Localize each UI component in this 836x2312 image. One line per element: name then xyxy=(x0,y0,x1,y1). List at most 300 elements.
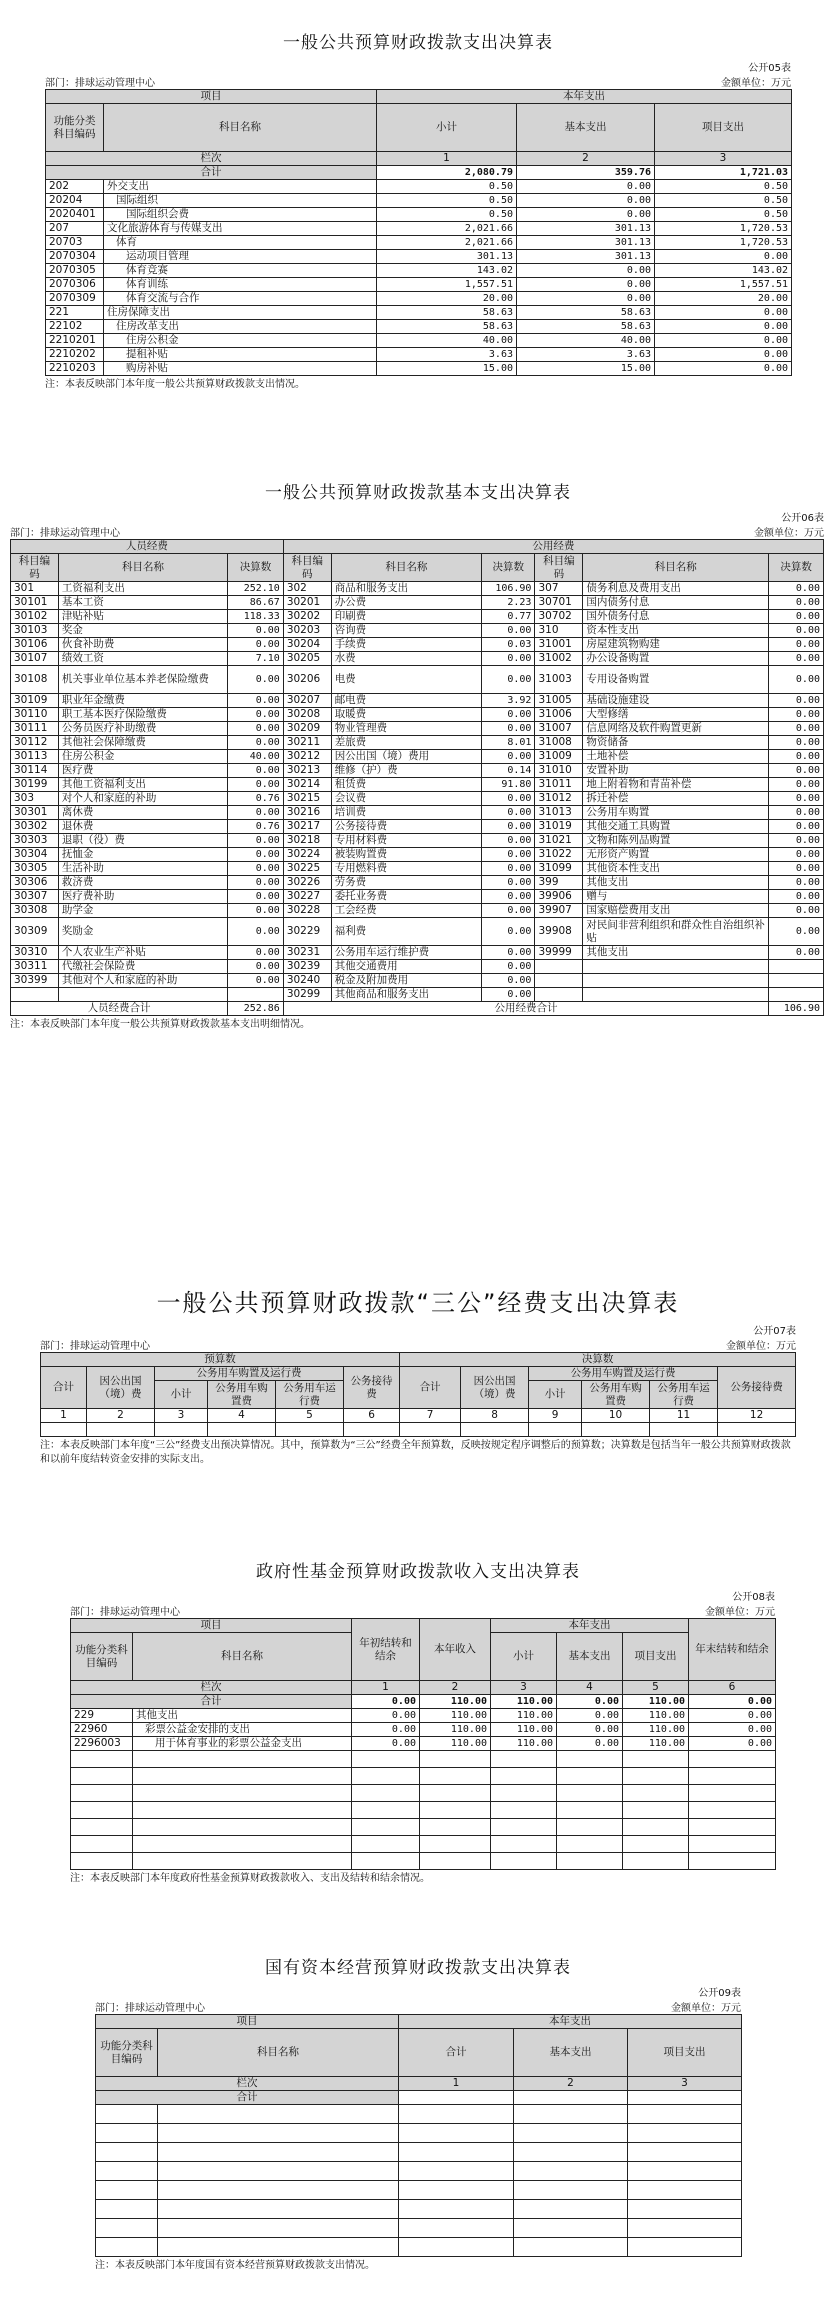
public-name: 因公出国（境）费用 xyxy=(331,750,481,764)
empty-cell xyxy=(96,2200,158,2219)
table05-section xyxy=(0,28,836,392)
public2-amount: 0.00 xyxy=(769,792,824,806)
public-amount: 0.14 xyxy=(482,764,535,778)
empty-cell xyxy=(582,1423,650,1437)
amount-project: 0.00 xyxy=(655,320,792,334)
empty-cell xyxy=(71,1819,133,1836)
empty-cell xyxy=(96,2105,158,2124)
public-name: 维修（护）费 xyxy=(331,764,481,778)
col-number: 8 xyxy=(461,1409,529,1423)
amount: 110.00 xyxy=(491,1723,557,1737)
table-row xyxy=(11,946,824,960)
empty-cell xyxy=(41,1423,87,1437)
public2-code: 31009 xyxy=(535,750,583,764)
empty-row xyxy=(71,1802,776,1819)
t09-h-year: 本年支出 xyxy=(399,2015,742,2029)
empty-cell xyxy=(628,2105,742,2124)
empty-row xyxy=(71,1751,776,1768)
public2-amount: 0.00 xyxy=(769,778,824,792)
empty-cell xyxy=(628,2219,742,2238)
person-code: 30109 xyxy=(11,694,59,708)
public-amount: 0.00 xyxy=(482,708,535,722)
subject-name: 体育训练 xyxy=(104,278,377,292)
person-amount: 252.10 xyxy=(228,582,284,596)
person-code: 30113 xyxy=(11,750,59,764)
empty-row xyxy=(96,2200,742,2219)
amount: 0.00 xyxy=(689,1723,776,1737)
amount-basic: 301.13 xyxy=(517,250,655,264)
t08-h-name: 科目名称 xyxy=(133,1633,352,1681)
table08-code: 公开08表 xyxy=(732,1592,775,1603)
amount-project: 1,720.53 xyxy=(655,222,792,236)
table-row xyxy=(11,750,824,764)
public2-name: 信息网络及软件购置更新 xyxy=(583,722,769,736)
public2-amount: 0.00 xyxy=(769,764,824,778)
t07-h-abroad2: 因公出国（境）费 xyxy=(461,1367,529,1409)
public2-amount: 0.00 xyxy=(769,624,824,638)
person-amount xyxy=(228,988,284,1002)
amount-subtotal: 301.13 xyxy=(377,250,517,264)
person-code: 30311 xyxy=(11,960,59,974)
t07-col-numbers xyxy=(41,1409,796,1423)
col-number: 2 xyxy=(420,1681,491,1695)
public2-name: 办公设备购置 xyxy=(583,652,769,666)
person-name: 奖励金 xyxy=(58,918,227,946)
amount-subtotal: 2,021.66 xyxy=(377,236,517,250)
table05-title: 一般公共预算财政拨款支出决算表 xyxy=(283,33,553,53)
col-number: 1 xyxy=(399,2077,514,2091)
amount-subtotal: 20.00 xyxy=(377,292,517,306)
public-amount: 0.00 xyxy=(482,988,535,1002)
empty-cell xyxy=(514,2181,628,2200)
public2-amount: 0.00 xyxy=(769,694,824,708)
t06-h-name1: 科目名称 xyxy=(58,554,227,582)
public2-name: 安置补助 xyxy=(583,764,769,778)
table06-unit: 金额单位：万元 xyxy=(754,528,824,539)
table06-note: 注：本表反映部门本年度一般公共预算财政拨款基本支出明细情况。 xyxy=(10,1019,310,1030)
public-code: 30216 xyxy=(283,806,331,820)
func-code: 2210201 xyxy=(46,334,104,348)
func-code: 2020401 xyxy=(46,208,104,222)
public-name: 其他商品和服务支出 xyxy=(331,988,481,1002)
public2-amount: 0.00 xyxy=(769,862,824,876)
t06-public-total-label: 公用经费合计 xyxy=(283,1002,768,1016)
empty-cell xyxy=(557,1751,623,1768)
public-amount: 0.00 xyxy=(482,722,535,736)
table06-meta xyxy=(10,509,824,524)
public2-name: 地上附着物和青苗补偿 xyxy=(583,778,769,792)
person-name: 生活补助 xyxy=(58,862,227,876)
empty-cell xyxy=(420,1751,491,1768)
amount-basic: 58.63 xyxy=(517,306,655,320)
t09-total-label: 合计 xyxy=(96,2091,399,2105)
person-name: 机关事业单位基本养老保险缴费 xyxy=(58,666,227,694)
t08-h-proj: 项目支出 xyxy=(623,1633,689,1681)
person-name: 职工基本医疗保险缴费 xyxy=(58,708,227,722)
public-name: 委托业务费 xyxy=(331,890,481,904)
col-number: 11 xyxy=(650,1409,718,1423)
person-amount: 0.00 xyxy=(228,862,284,876)
public2-amount: 0.00 xyxy=(769,820,824,834)
t05-body xyxy=(46,180,792,376)
amount: 110.00 xyxy=(623,1709,689,1723)
public2-amount: 0.00 xyxy=(769,582,824,596)
table-row xyxy=(11,792,824,806)
table-row xyxy=(11,834,824,848)
public2-code: 39906 xyxy=(535,890,583,904)
public-amount: 0.00 xyxy=(482,848,535,862)
t09-h-col: 栏次 xyxy=(96,2077,399,2091)
func-code: 22960 xyxy=(71,1723,133,1737)
amount-subtotal: 0.50 xyxy=(377,208,517,222)
t09-total-cell xyxy=(399,2091,514,2105)
t06-h-name2: 科目名称 xyxy=(331,554,481,582)
table07 xyxy=(40,1352,796,1437)
person-code xyxy=(11,988,59,1002)
total-amount: 0.00 xyxy=(557,1695,623,1709)
public-amount: 0.00 xyxy=(482,904,535,918)
public-code: 30202 xyxy=(283,610,331,624)
empty-cell xyxy=(689,1802,776,1819)
col-number: 6 xyxy=(344,1409,400,1423)
table07-title: 一般公共预算财政拨款“三公”经费支出决算表 xyxy=(156,1289,680,1317)
t06-h-public: 公用经费 xyxy=(283,540,823,554)
empty-cell xyxy=(158,2238,399,2257)
person-amount: 0.00 xyxy=(228,918,284,946)
amount-basic: 0.00 xyxy=(517,194,655,208)
empty-cell xyxy=(71,1768,133,1785)
col-number: 1 xyxy=(41,1409,87,1423)
public2-code: 31021 xyxy=(535,834,583,848)
empty-cell xyxy=(71,1802,133,1819)
empty-cell xyxy=(514,2162,628,2181)
t05-h-name: 科目名称 xyxy=(104,104,377,152)
public-amount: 0.00 xyxy=(482,974,535,988)
table-row xyxy=(46,194,792,208)
func-code: 2210203 xyxy=(46,362,104,376)
empty-cell xyxy=(96,2162,158,2181)
empty-cell xyxy=(96,2181,158,2200)
public-amount: 0.00 xyxy=(482,946,535,960)
public2-code xyxy=(535,988,583,1002)
empty-cell xyxy=(133,1819,352,1836)
amount: 0.00 xyxy=(557,1709,623,1723)
col-number: 4 xyxy=(208,1409,276,1423)
public-code: 30240 xyxy=(283,974,331,988)
empty-row xyxy=(96,2105,742,2124)
public2-code xyxy=(535,960,583,974)
amount-basic: 0.00 xyxy=(517,278,655,292)
person-code: 30102 xyxy=(11,610,59,624)
person-name: 津贴补贴 xyxy=(58,610,227,624)
public-name: 差旅费 xyxy=(331,736,481,750)
person-amount: 0.00 xyxy=(228,694,284,708)
table07-unit: 金额单位：万元 xyxy=(726,1341,796,1352)
public2-amount: 0.00 xyxy=(769,596,824,610)
empty-cell xyxy=(628,2162,742,2181)
public-name: 劳务费 xyxy=(331,876,481,890)
public2-name: 国家赔偿费用支出 xyxy=(583,904,769,918)
person-amount: 0.00 xyxy=(228,638,284,652)
t07-h-run1: 公务用车运行费 xyxy=(276,1381,344,1409)
public-code: 30299 xyxy=(283,988,331,1002)
t06-body xyxy=(11,582,824,1002)
t08-total-label: 合计 xyxy=(71,1695,352,1709)
empty-cell xyxy=(158,2219,399,2238)
table-row xyxy=(11,876,824,890)
subject-name: 住房公积金 xyxy=(104,334,377,348)
t06-h-amt2: 决算数 xyxy=(482,554,535,582)
t05-c1: 1 xyxy=(377,152,517,166)
col-number: 5 xyxy=(276,1409,344,1423)
amount-subtotal: 143.02 xyxy=(377,264,517,278)
empty-cell xyxy=(623,1751,689,1768)
empty-cell xyxy=(133,1802,352,1819)
public-amount: 0.00 xyxy=(482,862,535,876)
col-number: 10 xyxy=(582,1409,650,1423)
public2-code: 31008 xyxy=(535,736,583,750)
func-code: 202 xyxy=(46,180,104,194)
table06-code: 公开06表 xyxy=(781,513,824,524)
public-amount: 2.23 xyxy=(482,596,535,610)
t07-h-car1: 公务用车购置及运行费 xyxy=(155,1367,344,1381)
func-code: 221 xyxy=(46,306,104,320)
table07-meta2 xyxy=(40,1337,796,1352)
person-code: 30108 xyxy=(11,666,59,694)
t07-h-total1: 合计 xyxy=(41,1367,87,1409)
table-row xyxy=(46,180,792,194)
public2-amount: 0.00 xyxy=(769,876,824,890)
public-amount: 0.00 xyxy=(482,806,535,820)
person-code: 30305 xyxy=(11,862,59,876)
table-row xyxy=(11,820,824,834)
empty-cell xyxy=(689,1751,776,1768)
amount-project: 0.00 xyxy=(655,250,792,264)
empty-cell xyxy=(71,1836,133,1853)
t09-h-name: 科目名称 xyxy=(158,2029,399,2077)
empty-cell xyxy=(96,2124,158,2143)
t07-h-recv1: 公务接待费 xyxy=(344,1367,400,1409)
table05 xyxy=(45,89,792,376)
table-row xyxy=(46,362,792,376)
table-row xyxy=(11,582,824,596)
empty-cell xyxy=(352,1751,420,1768)
amount-basic: 0.00 xyxy=(517,292,655,306)
person-name: 其他社会保障缴费 xyxy=(58,736,227,750)
amount-subtotal: 0.50 xyxy=(377,194,517,208)
public2-name xyxy=(583,974,769,988)
amount-subtotal: 58.63 xyxy=(377,320,517,334)
subject-name: 体育竞赛 xyxy=(104,264,377,278)
person-amount: 0.00 xyxy=(228,974,284,988)
t08-h-year: 本年支出 xyxy=(491,1619,689,1633)
public2-amount: 0.00 xyxy=(769,918,824,946)
public-name: 专用材料费 xyxy=(331,834,481,848)
empty-cell xyxy=(71,1751,133,1768)
t08-h-basic: 基本支出 xyxy=(557,1633,623,1681)
person-name: 公务员医疗补助缴费 xyxy=(58,722,227,736)
total-amount: 110.00 xyxy=(491,1695,557,1709)
public-code: 30203 xyxy=(283,624,331,638)
public2-code: 31022 xyxy=(535,848,583,862)
public2-name: 其他资本性支出 xyxy=(583,862,769,876)
public-name: 专用燃料费 xyxy=(331,862,481,876)
public-amount: 0.03 xyxy=(482,638,535,652)
person-code: 30308 xyxy=(11,904,59,918)
empty-cell xyxy=(158,2143,399,2162)
person-name: 伙食补助费 xyxy=(58,638,227,652)
empty-cell xyxy=(399,2143,514,2162)
person-code: 30303 xyxy=(11,834,59,848)
public2-name: 其他交通工具购置 xyxy=(583,820,769,834)
col-number: 2 xyxy=(514,2077,628,2091)
public-code: 30229 xyxy=(283,918,331,946)
amount-project: 1,720.53 xyxy=(655,236,792,250)
amount-subtotal: 2,021.66 xyxy=(377,222,517,236)
empty-cell xyxy=(689,1836,776,1853)
col-number: 5 xyxy=(623,1681,689,1695)
person-amount: 0.00 xyxy=(228,624,284,638)
public2-name: 土地补偿 xyxy=(583,750,769,764)
public-code: 30239 xyxy=(283,960,331,974)
person-name: 救济费 xyxy=(58,876,227,890)
person-code: 30101 xyxy=(11,596,59,610)
public2-name: 公务用车购置 xyxy=(583,806,769,820)
empty-cell xyxy=(399,2105,514,2124)
amount: 0.00 xyxy=(352,1723,420,1737)
table-row xyxy=(11,596,824,610)
public-code: 302 xyxy=(283,582,331,596)
empty-cell xyxy=(514,2200,628,2219)
public2-code: 31005 xyxy=(535,694,583,708)
person-code: 30112 xyxy=(11,736,59,750)
amount: 110.00 xyxy=(623,1723,689,1737)
empty-cell xyxy=(557,1802,623,1819)
table-row xyxy=(46,334,792,348)
func-code: 2070306 xyxy=(46,278,104,292)
public-name: 会议费 xyxy=(331,792,481,806)
public-name: 工会经费 xyxy=(331,904,481,918)
public-code: 30209 xyxy=(283,722,331,736)
person-amount: 0.00 xyxy=(228,834,284,848)
empty-cell xyxy=(628,2124,742,2143)
total-amount: 0.00 xyxy=(689,1695,776,1709)
public2-name: 物资储备 xyxy=(583,736,769,750)
t05-total-proj: 1,721.03 xyxy=(655,166,792,180)
table-row xyxy=(11,764,824,778)
public-name: 办公费 xyxy=(331,596,481,610)
func-code: 2070309 xyxy=(46,292,104,306)
public-name: 公务用车运行维护费 xyxy=(331,946,481,960)
amount: 0.00 xyxy=(689,1709,776,1723)
func-code: 22102 xyxy=(46,320,104,334)
amount-basic: 301.13 xyxy=(517,222,655,236)
person-code: 303 xyxy=(11,792,59,806)
public-code: 30206 xyxy=(283,666,331,694)
public2-amount: 0.00 xyxy=(769,848,824,862)
public2-code: 31006 xyxy=(535,708,583,722)
subject-name: 国际组织 xyxy=(104,194,377,208)
empty-cell xyxy=(491,1836,557,1853)
public2-name: 拆迁补偿 xyxy=(583,792,769,806)
empty-row xyxy=(71,1819,776,1836)
t05-h-col: 栏次 xyxy=(46,152,377,166)
empty-cell xyxy=(514,2238,628,2257)
public2-name xyxy=(583,960,769,974)
empty-cell xyxy=(352,1802,420,1819)
total-amount: 110.00 xyxy=(420,1695,491,1709)
subject-name: 国际组织会费 xyxy=(104,208,377,222)
t08-h-income: 本年收入 xyxy=(420,1619,491,1681)
t06-h-amt1: 决算数 xyxy=(228,554,284,582)
person-code: 30111 xyxy=(11,722,59,736)
t05-h-item: 项目 xyxy=(46,90,377,104)
public-amount: 106.90 xyxy=(482,582,535,596)
empty-cell xyxy=(491,1785,557,1802)
public2-amount xyxy=(769,960,824,974)
public-name: 手续费 xyxy=(331,638,481,652)
empty-cell xyxy=(491,1751,557,1768)
public2-name: 国外债务付息 xyxy=(583,610,769,624)
table-row xyxy=(46,222,792,236)
empty-row xyxy=(71,1836,776,1853)
amount-subtotal: 58.63 xyxy=(377,306,517,320)
person-name: 基本工资 xyxy=(58,596,227,610)
t07-h-total2: 合计 xyxy=(400,1367,461,1409)
public-amount: 0.00 xyxy=(482,890,535,904)
empty-cell xyxy=(420,1802,491,1819)
col-number: 6 xyxy=(689,1681,776,1695)
public2-name: 专用设备购置 xyxy=(583,666,769,694)
public2-amount: 0.00 xyxy=(769,722,824,736)
public2-name: 对民间非营利组织和群众性自治组织补贴 xyxy=(583,918,769,946)
public-code: 30228 xyxy=(283,904,331,918)
public-code: 30213 xyxy=(283,764,331,778)
person-amount: 86.67 xyxy=(228,596,284,610)
subject-name: 彩票公益金安排的支出 xyxy=(133,1723,352,1737)
public2-amount: 0.00 xyxy=(769,610,824,624)
table09-code: 公开09表 xyxy=(698,1988,741,1999)
public-name: 印刷费 xyxy=(331,610,481,624)
table06-meta2 xyxy=(10,524,824,539)
amount: 110.00 xyxy=(420,1709,491,1723)
t07-empty-row xyxy=(41,1423,796,1437)
person-code: 30110 xyxy=(11,708,59,722)
t05-total-sub: 2,080.79 xyxy=(377,166,517,180)
public2-code: 31002 xyxy=(535,652,583,666)
amount-project: 0.00 xyxy=(655,306,792,320)
func-code: 207 xyxy=(46,222,104,236)
empty-cell xyxy=(420,1768,491,1785)
t08-h-item: 项目 xyxy=(71,1619,352,1633)
empty-cell xyxy=(689,1853,776,1870)
table-row xyxy=(11,988,824,1002)
table-row xyxy=(11,666,824,694)
empty-cell xyxy=(158,2105,399,2124)
subject-name: 其他支出 xyxy=(133,1709,352,1723)
empty-cell xyxy=(420,1853,491,1870)
person-code: 301 xyxy=(11,582,59,596)
public-name: 邮电费 xyxy=(331,694,481,708)
person-name xyxy=(58,988,227,1002)
table06 xyxy=(10,539,824,1016)
col-number: 4 xyxy=(557,1681,623,1695)
public-amount: 0.00 xyxy=(482,960,535,974)
empty-cell xyxy=(623,1819,689,1836)
table09-dept: 部门：排球运动管理中心 xyxy=(95,2003,205,2014)
public-amount: 0.00 xyxy=(482,834,535,848)
public-name: 水费 xyxy=(331,652,481,666)
